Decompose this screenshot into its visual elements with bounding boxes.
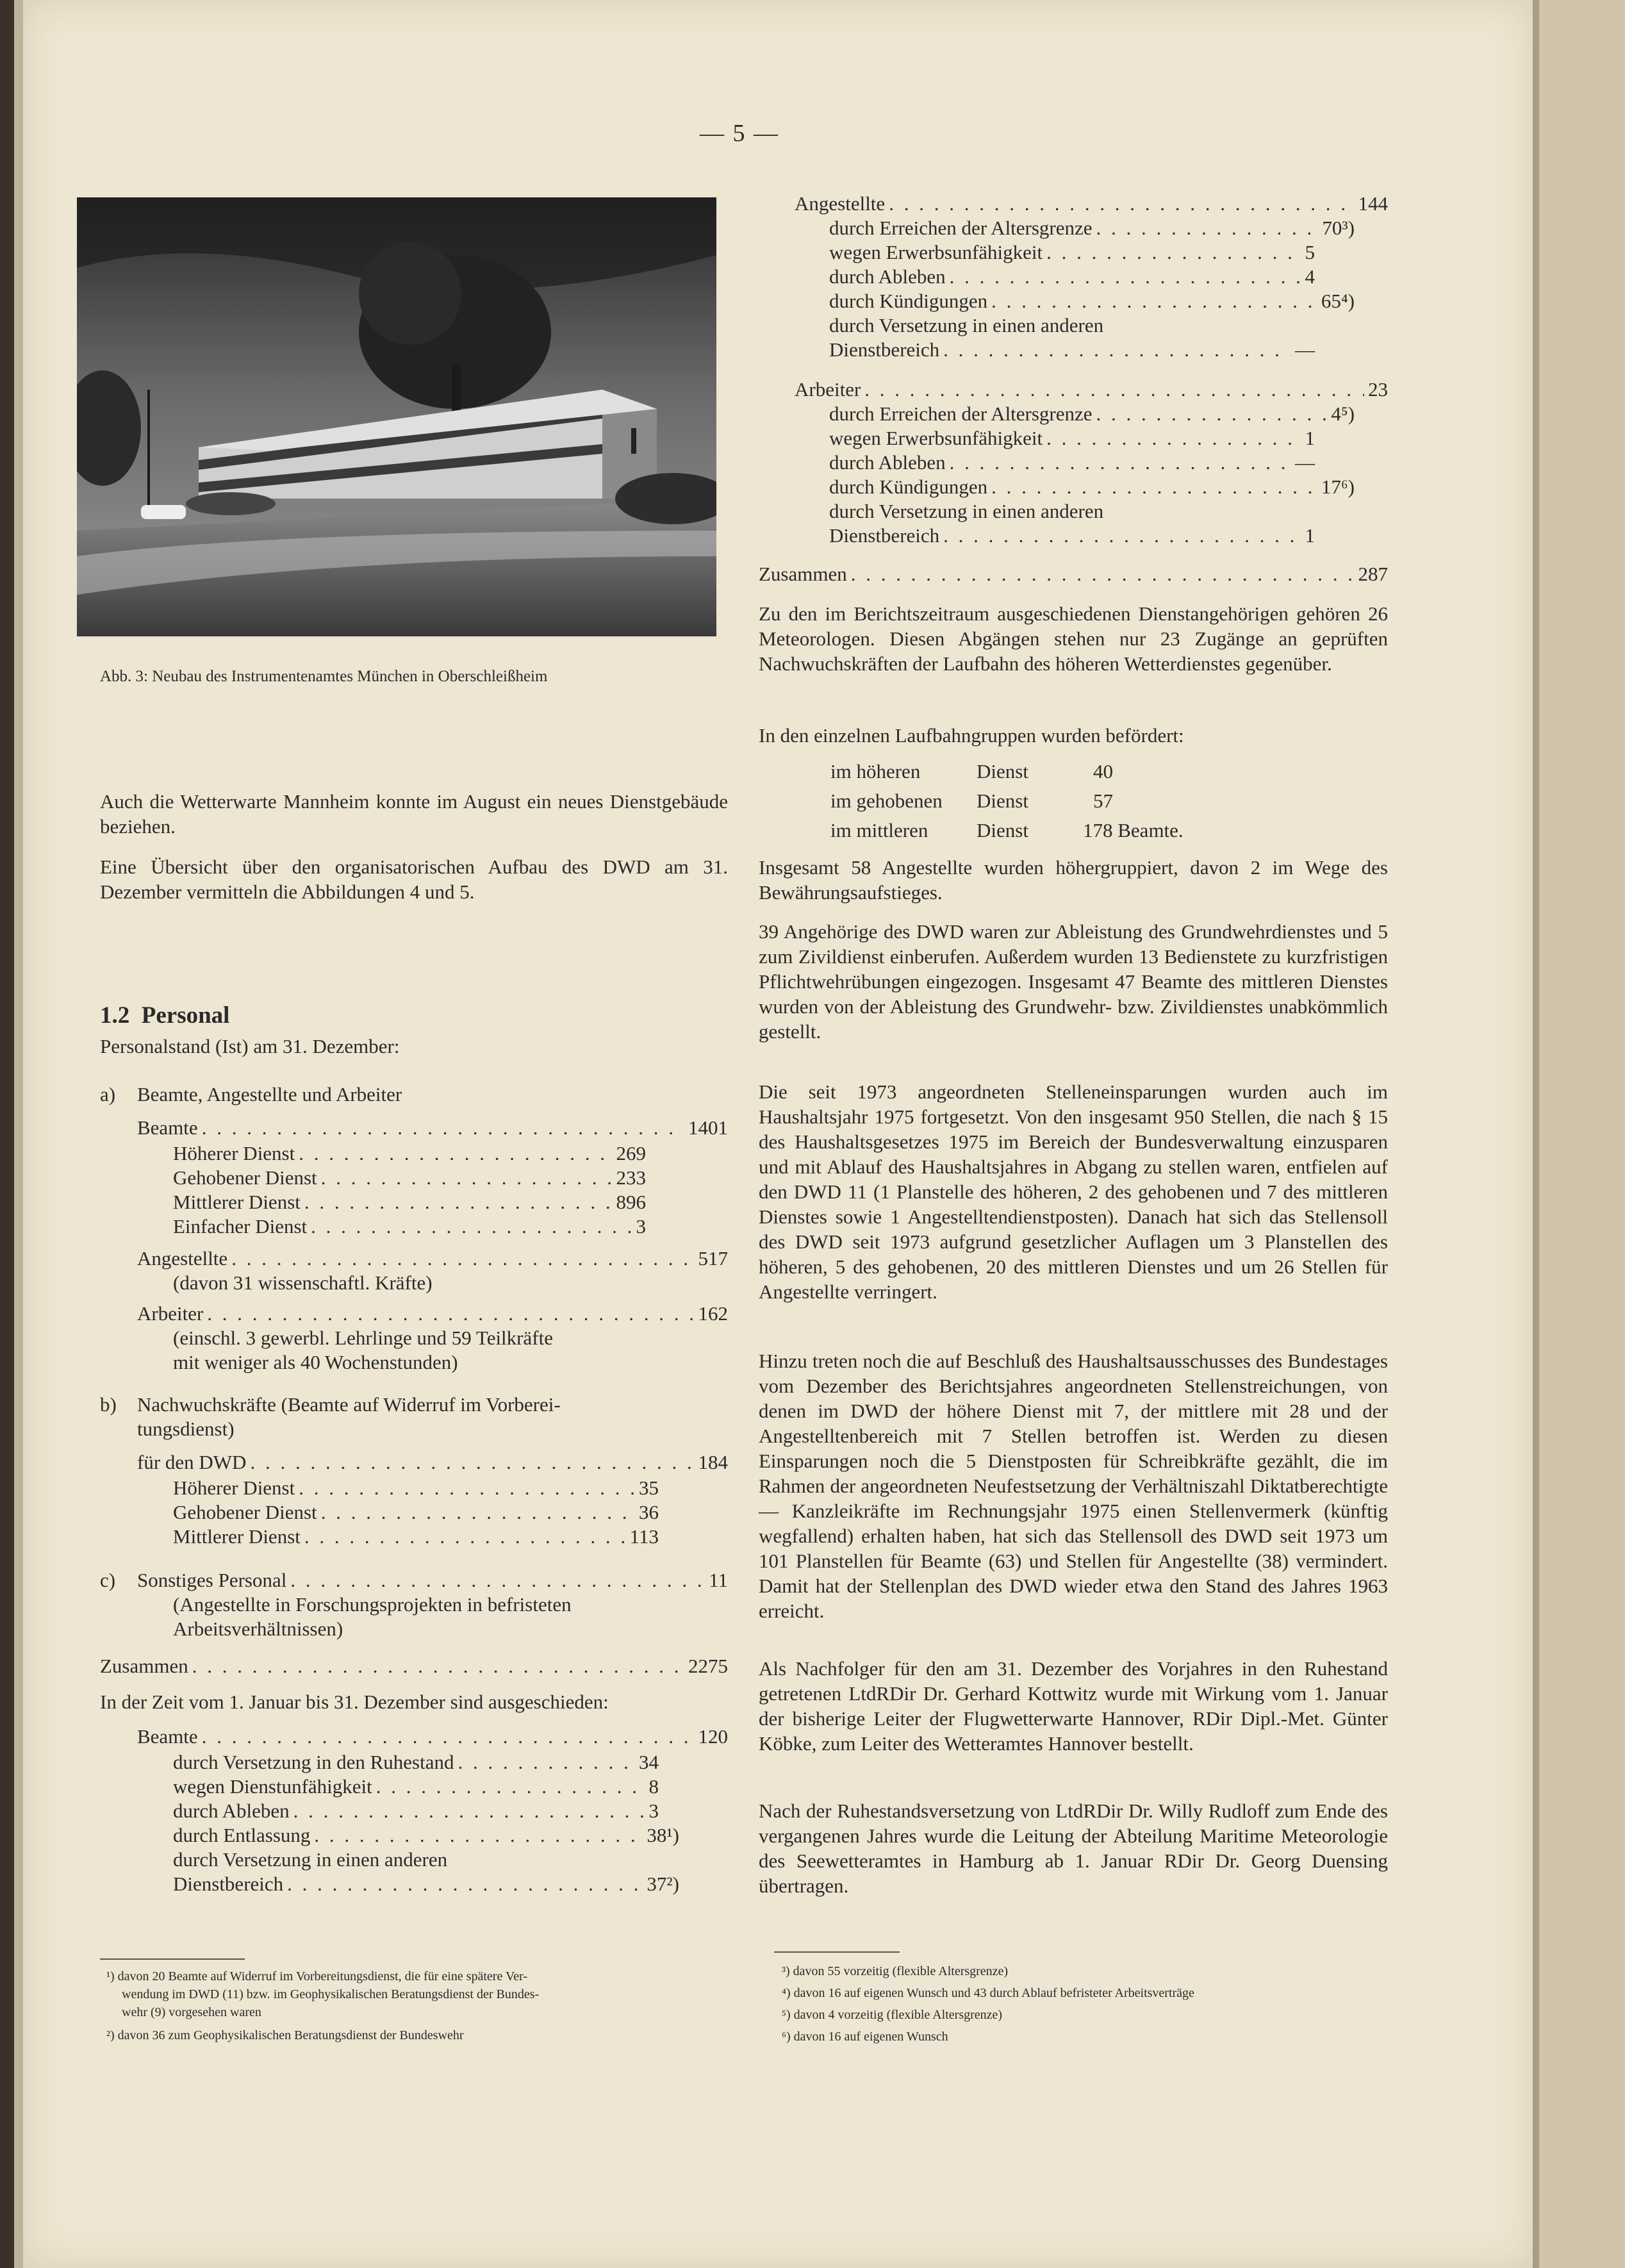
section-number: 1.2 <box>100 1002 130 1029</box>
table-row: durch Erreichen der Altersgrenze . . . 70³) <box>829 215 1355 240</box>
table-row: Dienstbereich . . . 37²) <box>173 1871 679 1896</box>
table-note: Arbeitsverhältnissen) <box>173 1618 343 1640</box>
footnote: ³) davon 55 vorzeitig (flexible Altersgrenze) <box>782 1964 1009 1978</box>
table-row-label: durch Versetzung in einen anderen <box>829 500 1104 522</box>
section-heading <box>100 1002 229 1029</box>
table-row: wegen Dienstunfähigkeit . . . 8 <box>173 1774 659 1799</box>
promotion-service: Dienst <box>977 790 1028 812</box>
paragraph: Hinzu treten noch die auf Beschluß des Haushaltsausschusses des Bundestages vom Dezember des Berichtsjahres angeordneten Stellenstreichungen, von denen im DWD der höhere Dienst mit 7, der mittlere mit 28 und der Angestelltenbereich mit 7 Stellen betroffen ist. Werden zu diesen Einsparungen noch die 5 Dienstposten für Schreibkräfte gezählt, die im Rahmen der angeordneten Neufestsetzung der Verhältniszahl Diktatberechtigte — Kanzleikräfte im Rechnungsjahr 1975 einen Stellenvermerk (künftig wegfallend) erhalten haben, hat sich das Stellensoll des DWD seit 1973 um 101 Planstellen für Beamte (63) und Stellen für Angestellte (38) vermindert. Damit hat der Stellenplan des DWD wieder etwa den Stand des Jahres 1963 erreicht. <box>759 1350 1388 1622</box>
page-number: — 5 — <box>700 120 779 147</box>
table-row: Dienstbereich . . . — <box>829 337 1315 362</box>
table-row: Dienstbereich . . . 1 <box>829 523 1315 548</box>
table-row: durch Ableben . . . 3 <box>173 1798 659 1823</box>
table-row: durch Ableben . . . 4 <box>829 264 1315 289</box>
table-row-label: durch Versetzung in einen anderen <box>173 1848 448 1871</box>
promotion-group: im gehobenen <box>830 790 943 812</box>
table-row: Höherer Dienst . . . 35 <box>173 1475 659 1500</box>
footnote: wendung im DWD (11) bzw. im Geophysikalischen Beratungsdienst der Bundes- <box>122 1987 540 2001</box>
paragraph: Zu den im Berichtszeitraum ausgeschiedenen Dienstangehörigen gehören 26 Meteorologen. Diesen Abgängen stehen nur 23 Zugänge an geprüften Nachwuchskräften der Laufbahn des höheren Wetterdienstes gegenüber. <box>759 602 1388 675</box>
table-row: wegen Erwerbsunfähigkeit . . . 1 <box>829 426 1315 451</box>
table-row: durch Entlassung . . . 38¹) <box>173 1823 679 1848</box>
table-note: mit weniger als 40 Wochenstunden) <box>173 1351 458 1373</box>
table-note: (davon 31 wissenschaftl. Kräfte) <box>173 1271 433 1294</box>
book-spine <box>0 0 14 2268</box>
table-row: Angestellte . . . 144 <box>795 191 1388 216</box>
table-row-label: durch Versetzung in einen anderen <box>829 314 1104 336</box>
book-gutter <box>14 0 23 2268</box>
promotion-count: 40 <box>1093 760 1113 782</box>
table-row: Gehobener Dienst . . . 36 <box>173 1500 659 1525</box>
paragraph: Nach der Ruhestandsversetzung von LtdRDir Dr. Willy Rudloff zum Ende des vergangenen Jahres wurde die Leitung der Abteilung Maritime Meteorologie des Seewetteramtes in Hamburg ab 1. Januar RDir Dr. Georg Duensing übertragen. <box>759 1800 1388 1897</box>
promotion-group: im mittleren <box>830 819 928 841</box>
promotion-service: Dienst <box>977 760 1028 782</box>
table-row: Einfacher Dienst . . . 3 <box>173 1214 646 1239</box>
figure-caption: Abb. 3: Neubau des Instrumentenamtes München in Oberschleißheim <box>100 668 548 685</box>
footnote: ⁶) davon 16 auf eigenen Wunsch <box>782 2030 948 2044</box>
footnote: ²) davon 36 zum Geophysikalischen Beratungsdienst der Bundeswehr <box>106 2028 464 2042</box>
paragraph: Eine Übersicht über den organisatorischen Aufbau des DWD am 31. Dezember vermitteln die Abbildungen 4 und 5. <box>100 856 728 903</box>
list-heading-a: Beamte, Angestellte und Arbeiter <box>137 1083 402 1105</box>
table-row: Mittlerer Dienst . . . 113 <box>173 1524 659 1549</box>
table-row-total: Zusammen . . . 2275 <box>100 1653 728 1678</box>
paragraph: Als Nachfolger für den am 31. Dezember des Vorjahres in den Ruhestand getretenen LtdRDir Dr. Gerhard Kottwitz wurde mit Wirkung vom 1. Januar der bisherige Leiter der Flugwetterwarte Hannover, RDir Dipl.-Met. Günter Köbke, zum Leiter des Wetteramtes Hannover bestellt. <box>759 1657 1388 1755</box>
list-heading-b-cont: tungsdienst) <box>137 1418 235 1440</box>
table-row: durch Kündigungen . . . 17⁶) <box>829 474 1355 499</box>
table-row: wegen Erwerbsunfähigkeit . . . 5 <box>829 240 1315 265</box>
table-row: Mittlerer Dienst . . . 896 <box>173 1189 646 1214</box>
list-heading-b: Nachwuchskräfte (Beamte auf Widerruf im Vorberei- <box>137 1393 561 1416</box>
paragraph: Die seit 1973 angeordneten Stelleneinsparungen wurden auch im Haushaltsjahr 1975 fortgesetzt. Von den insgesamt 950 Stellen, die nach § 15 des Haushaltsgesetzes 1975 im Bereich der Bundesverwaltung einzusparen und mit Ablauf des Haushaltsjahres in Abgang zu stellen waren, entfielen auf den DWD 11 (1 Planstelle des höheren, 2 des gehobenen und 7 des mittleren Dienstes sowie 1 Angestelltendienstposten). Danach hat sich das Stellensoll des DWD seit 1973 aufgrund gesetzlicher Auflagen um 3 Planstellen des höheren, 5 des gehobenen, 20 des mittleren Dienstes und um 26 Stellen für Angestellte verringert. <box>759 1080 1388 1303</box>
paragraph: Insgesamt 58 Angestellte wurden höhergruppiert, davon 2 im Wege des Bewährungsaufstieges. <box>759 856 1388 904</box>
page-edge-shadow <box>1533 0 1539 2268</box>
table-row: Höherer Dienst . . . 269 <box>173 1141 646 1166</box>
table-row: Sonstiges Personal . . . 11 <box>137 1568 728 1593</box>
table-row-total: Zusammen . . . 287 <box>759 561 1388 586</box>
table-row: Arbeiter . . . 162 <box>137 1301 728 1326</box>
footnote: ¹) davon 20 Beamte auf Widerruf im Vorbereitungsdienst, die für eine spätere Ver- <box>106 1969 528 1983</box>
section-text: In der Zeit vom 1. Januar bis 31. Dezember sind ausgeschieden: <box>100 1691 609 1713</box>
table-row: durch Versetzung in den Ruhestand . . . 34 <box>173 1750 659 1775</box>
promotion-count: 178 Beamte. <box>1083 819 1184 841</box>
table-row: durch Ableben . . . — <box>829 450 1315 475</box>
footnote: ⁵) davon 4 vorzeitig (flexible Altersgrenze) <box>782 2008 1003 2022</box>
table-row: durch Erreichen der Altersgrenze . . . 4⁵) <box>829 401 1355 426</box>
list-marker-b: b) <box>100 1393 117 1416</box>
table-row: für den DWD . . . 184 <box>137 1450 728 1475</box>
paragraph: Auch die Wetterwarte Mannheim konnte im August ein neues Dienstgebäude beziehen. <box>100 790 728 838</box>
promotion-group: im höheren <box>830 760 921 782</box>
footnote: wehr (9) vorgesehen waren <box>122 2005 261 2019</box>
footnote-rule <box>774 1951 900 1953</box>
footnote-rule <box>100 1958 245 1960</box>
paragraph: 39 Angehörige des DWD waren zur Ableistung des Grundwehrdienstes und 5 zum Zivildienst einberufen. Außerdem wurden 13 Bedienstete zu kurzfristigen Pflichtwehrübungen eingezogen. Insgesamt 47 Beamte des mittleren Dienstes wurden von der Ableistung des Grundwehr- bzw. Zivildienstes unabkömmlich gestellt. <box>759 920 1388 1043</box>
table-row: Arbeiter . . . 23 <box>795 377 1388 402</box>
promotion-count: 57 <box>1093 790 1113 812</box>
table-row: Angestellte . . . 517 <box>137 1246 728 1271</box>
table-row: Gehobener Dienst . . . 233 <box>173 1165 646 1190</box>
paragraph: In den einzelnen Laufbahngruppen wurden befördert: <box>759 724 1184 747</box>
footnote: ⁴) davon 16 auf eigenen Wunsch und 43 durch Ablauf befristeter Arbeitsverträge <box>782 1986 1194 2000</box>
page-stack-edge <box>1533 0 1625 2268</box>
table-row: Beamte . . . 1401 <box>137 1115 728 1140</box>
table-row: durch Kündigungen . . . 65⁴) <box>829 288 1355 313</box>
building-photo <box>77 197 716 636</box>
table-note: (einschl. 3 gewerbl. Lehrlinge und 59 Teilkräfte <box>173 1327 553 1349</box>
promotion-service: Dienst <box>977 819 1028 841</box>
personalstand-label: Personalstand (Ist) am 31. Dezember: <box>100 1035 400 1057</box>
list-marker-c: c) <box>100 1569 116 1591</box>
list-marker-a: a) <box>100 1083 116 1105</box>
section-title: Personal <box>141 1002 230 1029</box>
table-note: (Angestellte in Forschungsprojekten in befristeten <box>173 1593 572 1616</box>
table-row: Beamte . . . 120 <box>137 1724 728 1749</box>
